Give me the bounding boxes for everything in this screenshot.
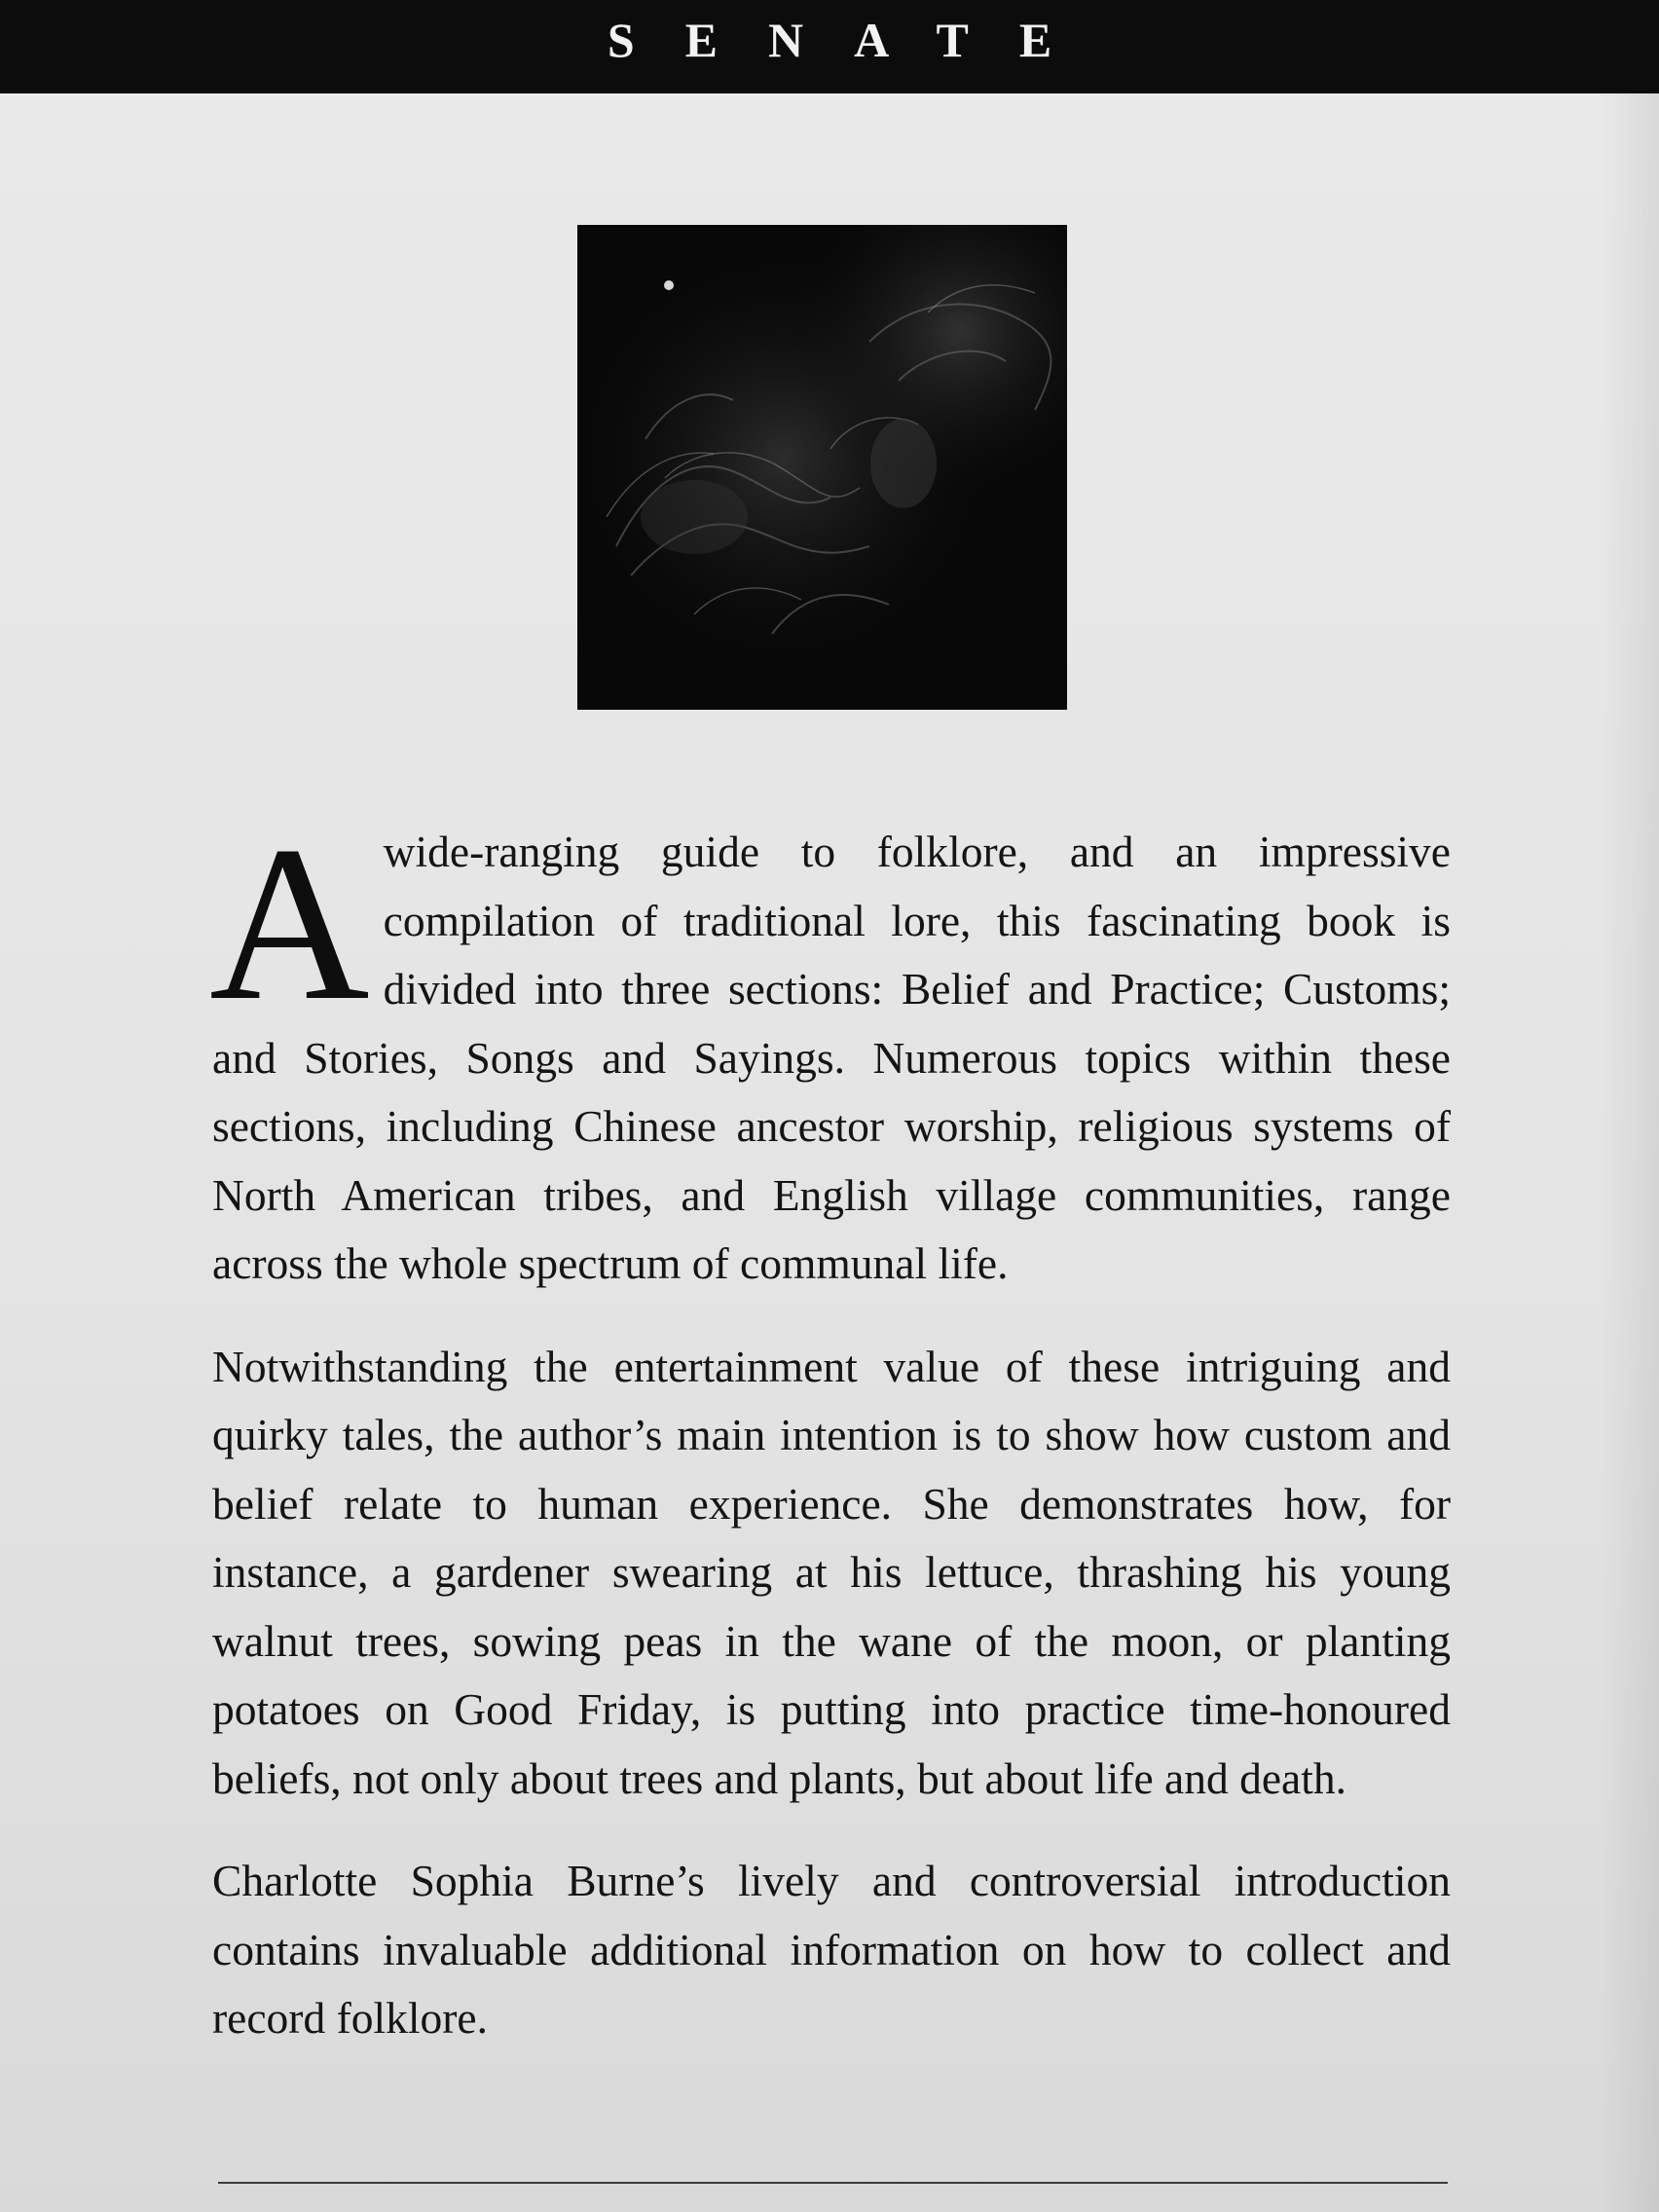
blurb-paragraph-3: Charlotte Sophia Burne’s lively and controversial introduction contains invaluable additional information on how to collect and record folklore. — [212, 1856, 1451, 2043]
publisher-name: SENATE — [607, 13, 1103, 67]
cover-illustration — [577, 225, 1067, 710]
blurb-paragraph-1-text: wide-ranging guide to folklore, and an impressive compilation of traditional lore, this fascinating book is divided into three sections: Belief and Practice; Customs; and Stories, Songs and Sayings. Numerous topics within these sections, including Chinese ancestor worship, religious systems of North American tribes, and English village communities, range across the whole spectrum of communal life. — [212, 827, 1451, 1288]
dark-folklore-painting-icon — [577, 225, 1067, 710]
bottom-rule — [218, 2182, 1448, 2184]
blurb-paragraph-2: Notwithstanding the entertainment value of these intriguing and quirky tales, the author’s main intention is to show how custom and belief relate to human experience. She demonstrates how, for instance, a gardener swearing at his lettuce, thrashing his young walnut trees, sowing peas in the wane of the moon, or planting potatoes on Good Friday, is putting into practice time-honoured beliefs, not only about trees and plants, but about life and death. — [212, 1341, 1451, 1803]
blurb-paragraph-1 — [209, 801, 1451, 1299]
drop-cap: A — [209, 801, 370, 1047]
blurb-text — [209, 801, 1451, 2053]
